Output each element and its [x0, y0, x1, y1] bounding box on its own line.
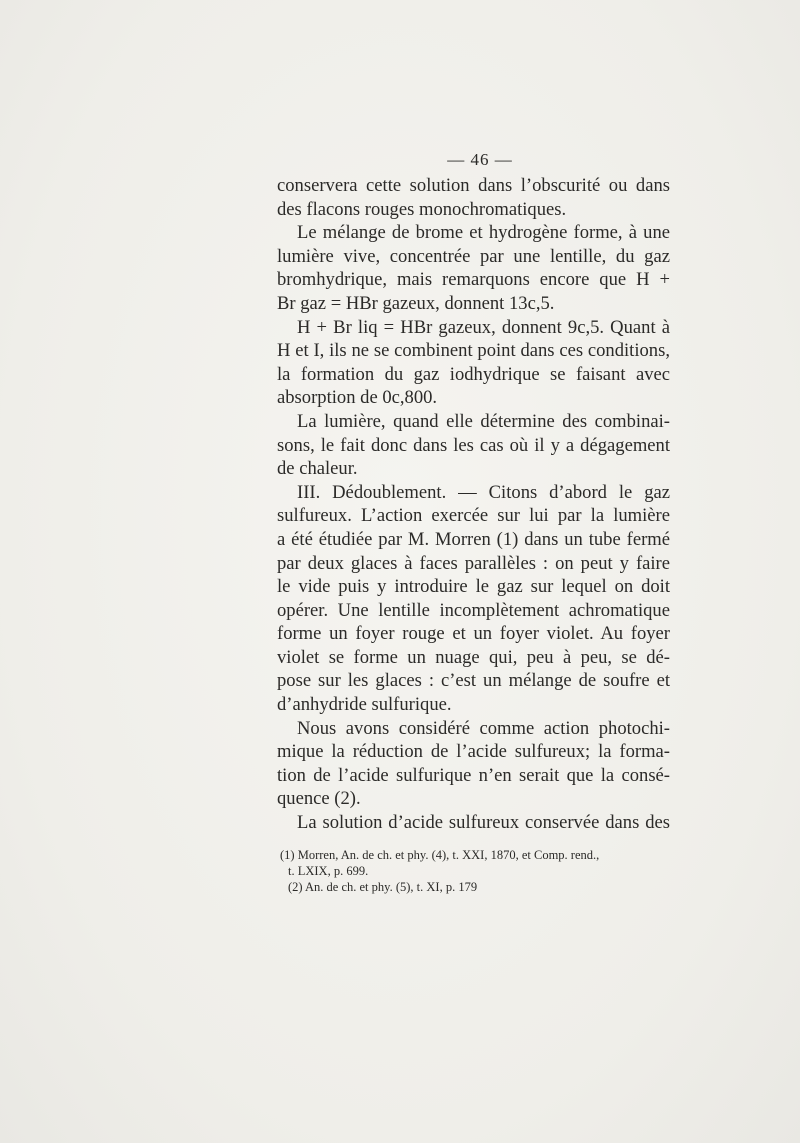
paragraph [277, 811, 670, 835]
text-line: bromhydrique, mais remarquons encore que H + [277, 269, 670, 291]
text-line: d’anhydride sulfurique. [277, 694, 452, 716]
text-line: absorption de 0c,800. [277, 387, 438, 409]
text-line: La lumière, quand elle détermine des combinai- [297, 410, 670, 432]
text-line: Nous avons considéré comme action photochi- [297, 717, 670, 739]
text-line: Le mélange de brome et hydrogène forme, à une [297, 222, 670, 244]
text-line: le vide puis y introduire le gaz sur lequel on doit [277, 576, 670, 598]
text-line: par deux glaces à faces parallèles : on peut y faire [277, 552, 670, 574]
text-line: conservera cette solution dans l’obscurité ou dans [277, 175, 670, 196]
text-line: la formation du gaz iodhydrique se faisant avec [277, 363, 670, 385]
page-number: — 46 — [447, 150, 513, 169]
footnote-1-continued: t. LXIX, p. 699. [288, 864, 369, 878]
paragraph [277, 174, 670, 221]
text-line: forme un foyer rouge et un foyer violet. Au foyer [277, 623, 670, 645]
body-text [277, 174, 670, 835]
text-line: de chaleur. [277, 458, 358, 480]
text-line: sulfureux. L’action exercée sur lui par la lumière [277, 505, 670, 527]
paragraph [277, 717, 670, 811]
paragraph [277, 316, 670, 410]
paragraph [277, 481, 670, 717]
footnotes [280, 847, 670, 895]
footnote-2: (2) An. de ch. et phy. (5), t. XI, p. 179 [288, 880, 478, 894]
text-line: opérer. Une lentille incomplètement achromatique [277, 599, 670, 621]
text-line: mique la réduction de l’acide sulfureux; la forma- [277, 741, 670, 763]
text-line: H et I, ils ne se combinent point dans ces conditions, [277, 340, 670, 362]
text-line: H + Br liq = HBr gazeux, donnent 9c,5. Quant à [297, 316, 670, 338]
text-line: lumière vive, concentrée par une lentille, du gaz [277, 245, 670, 267]
text-line: sons, le fait donc dans les cas où il y a dégagement [277, 434, 670, 456]
text-line: pose sur les glaces : c’est un mélange de soufre et [277, 670, 670, 692]
text-line: des flacons rouges monochromatiques. [277, 198, 567, 220]
text-line: Br gaz = HBr gazeux, donnent 13c,5. [277, 292, 555, 314]
paragraph [277, 410, 670, 481]
paragraph [277, 221, 670, 315]
text-line: quence (2). [277, 788, 361, 810]
footnote-1: (1) Morren, An. de ch. et phy. (4), t. XXI, 1870, et Comp. rend., [280, 848, 600, 862]
text-line: a été étudiée par M. Morren (1) dans un tube fermé [277, 528, 670, 550]
text-line: La solution d’acide sulfureux conservée dans des [297, 812, 670, 834]
text-line: violet se forme un nuage qui, peu à peu, se dé- [277, 646, 670, 668]
text-line: tion de l’acide sulfurique n’en serait que la consé- [277, 764, 670, 786]
text-line: III. Dédoublement. — Citons d’abord le gaz [297, 481, 670, 503]
